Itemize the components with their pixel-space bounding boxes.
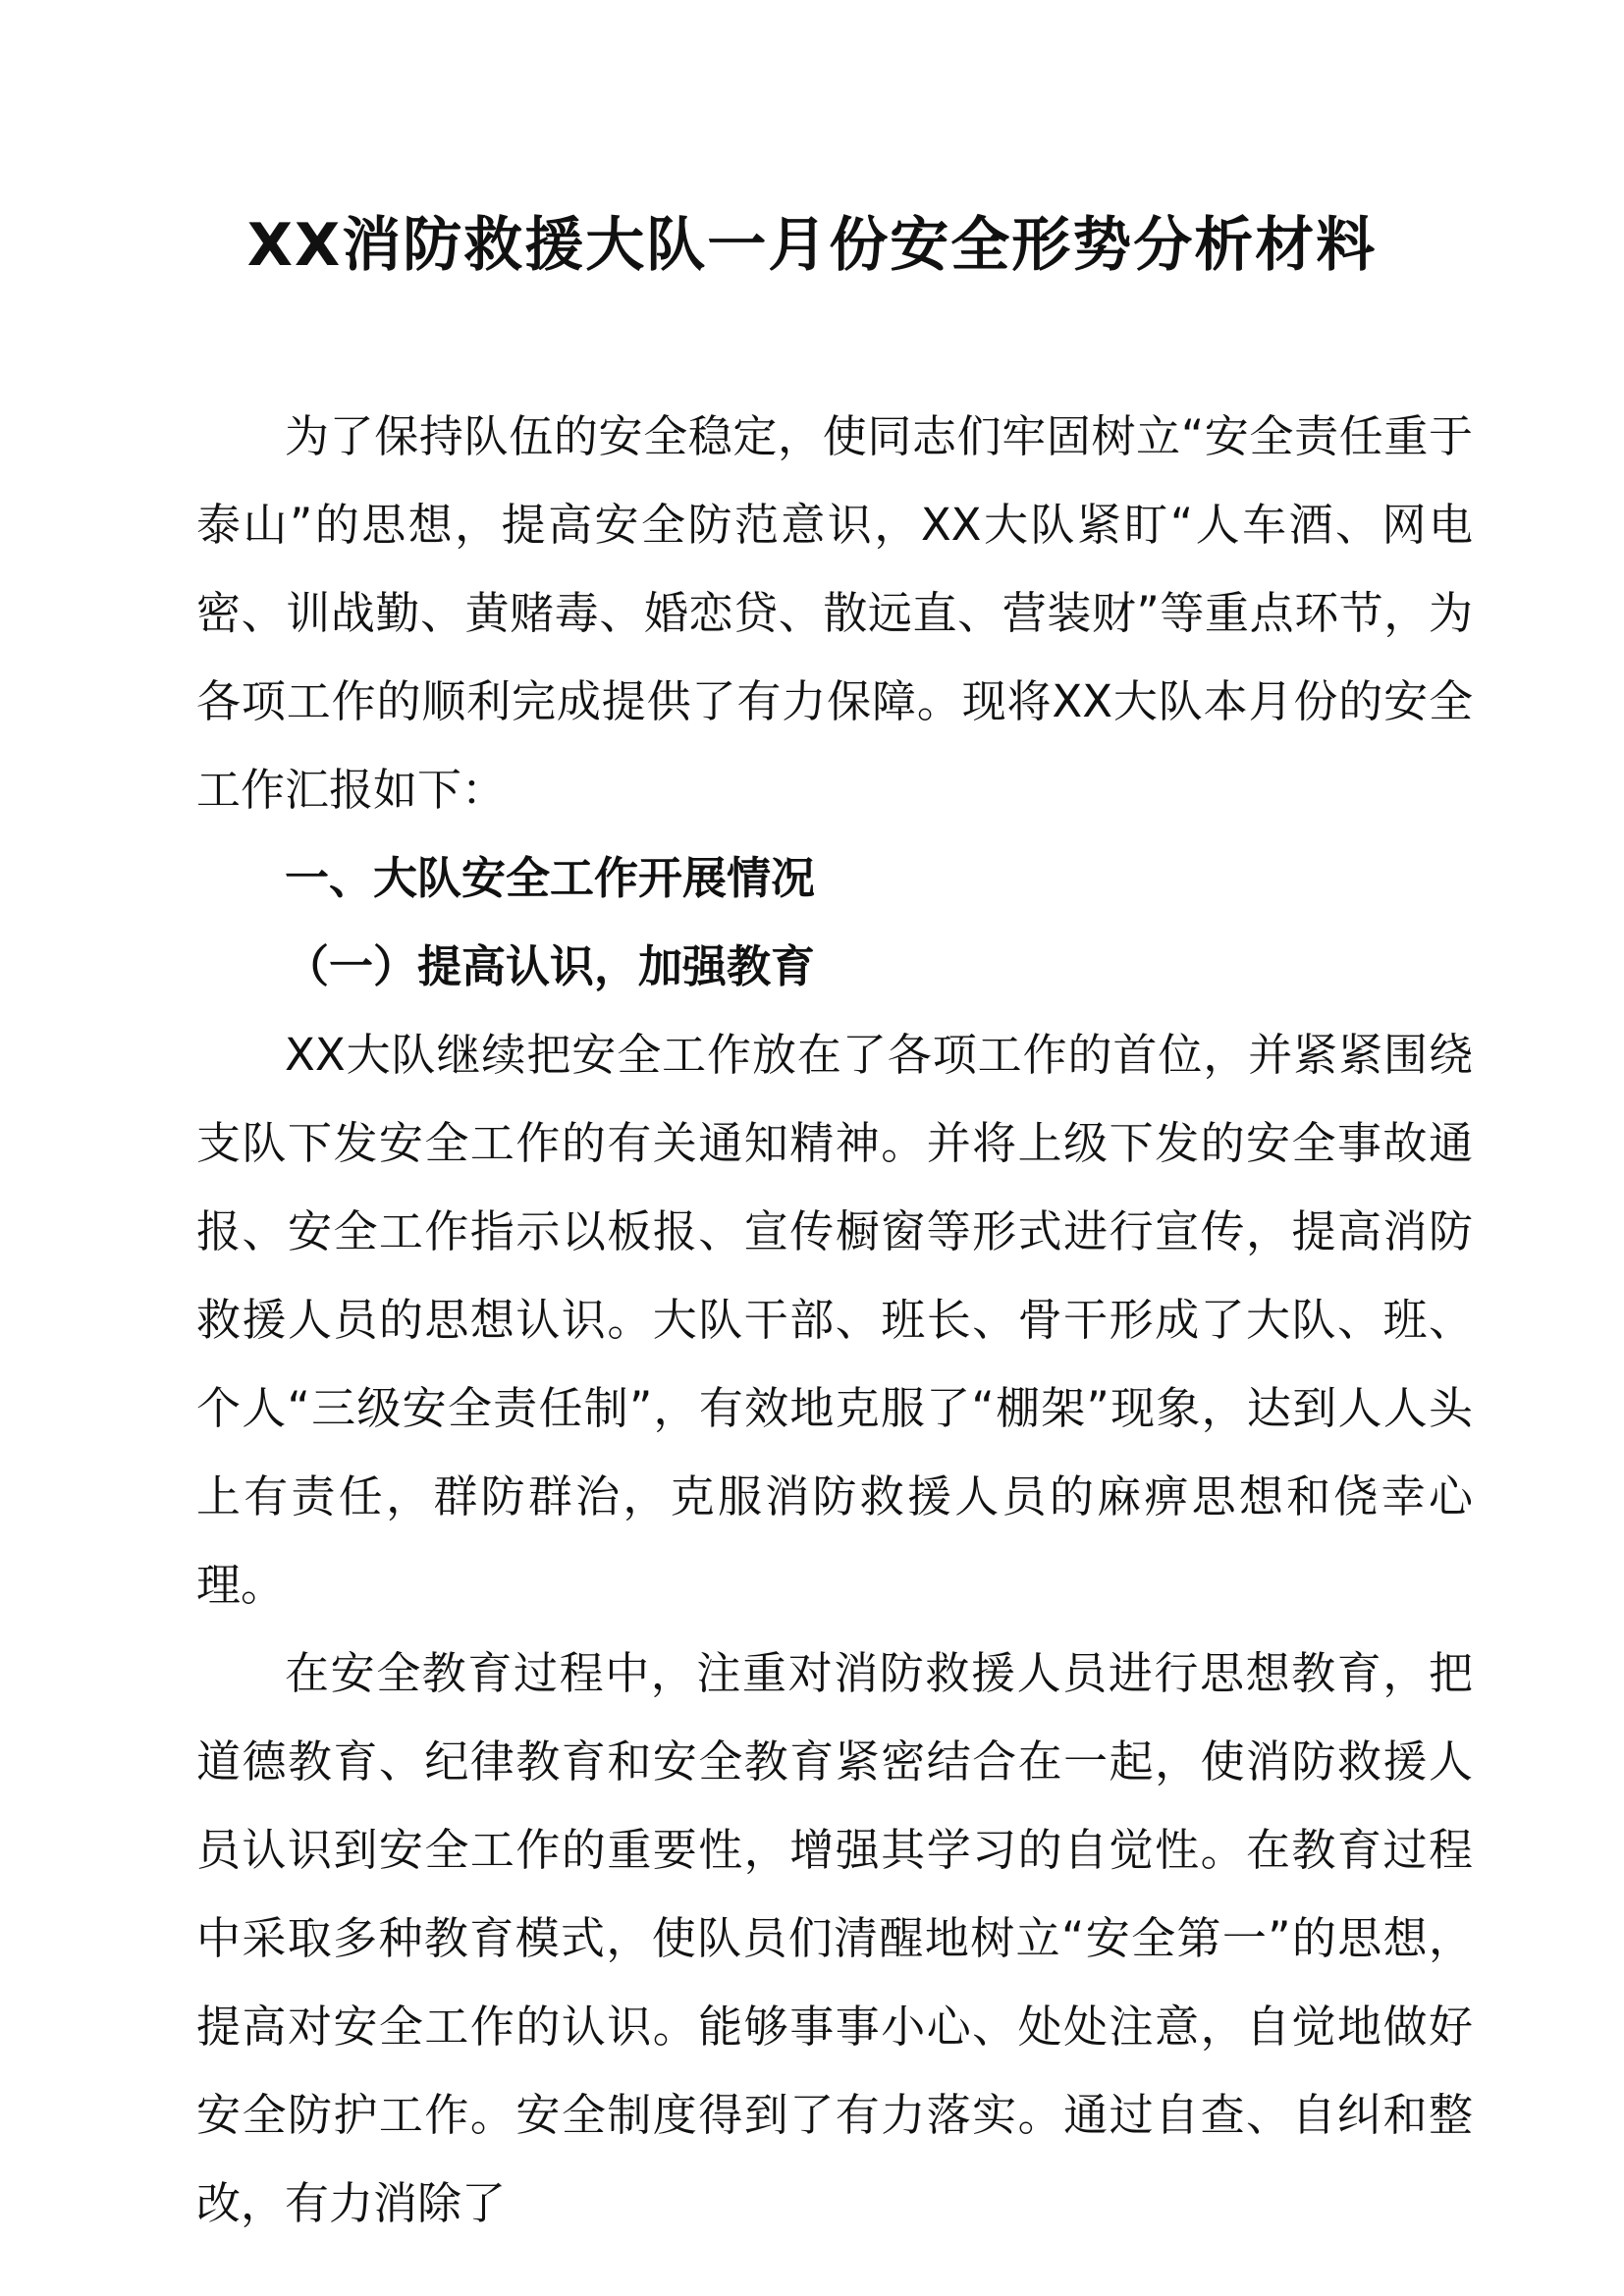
subsection-heading-1: （一）提高认识，加强教育 (285, 940, 816, 992)
body-paragraph-2: 在安全教育过程中，注重对消防救援人员进行思想教育，把道德教育、纪律教育和安全教育紧密结合在一起，使消防救援人员认识到安全工作的重要性，增强其学习的自觉性。在教育过程中采取多种教育模式，使队员们清醒地树立“安全第一”的思想，提高对安全工作的认识。能够事事小心、处处注意，自觉地做好安全防护工作。安全制度得到了有力落实。通过自查、自纠和整改，有力消除了 (196, 1647, 1473, 2229)
section-heading-1: 一、大队安全工作开展情况 (285, 852, 816, 904)
document-title: XX消防救援大队一月份安全形势分析材料 (246, 211, 1378, 280)
document-body (196, 393, 1473, 2248)
intro-paragraph: 为了保持队伍的安全稳定，使同志们牢固树立“安全责任重于泰山”的思想，提高安全防范意识，XX大队紧盯“人车酒、网电密、训战勤、黄赌毒、婚恋贷、散远直、营装财”等重点环节，为各项工作的顺利完成提供了有力保障。现将XX大队本月份的安全工作汇报如下： (196, 410, 1473, 816)
body-paragraph-1: XX大队继续把安全工作放在了各项工作的首位，并紧紧围绕支队下发安全工作的有关通知精神。并将上级下发的安全事故通报、安全工作指示以板报、宣传橱窗等形式进行宣传，提高消防救援人员的思想认识。大队干部、班长、骨干形成了大队、班、个人“三级安全责任制”，有效地克服了“棚架”现象，达到人人头上有责任，群防群治，克服消防救援人员的麻痹思想和侥幸心理。 (196, 1029, 1473, 1611)
